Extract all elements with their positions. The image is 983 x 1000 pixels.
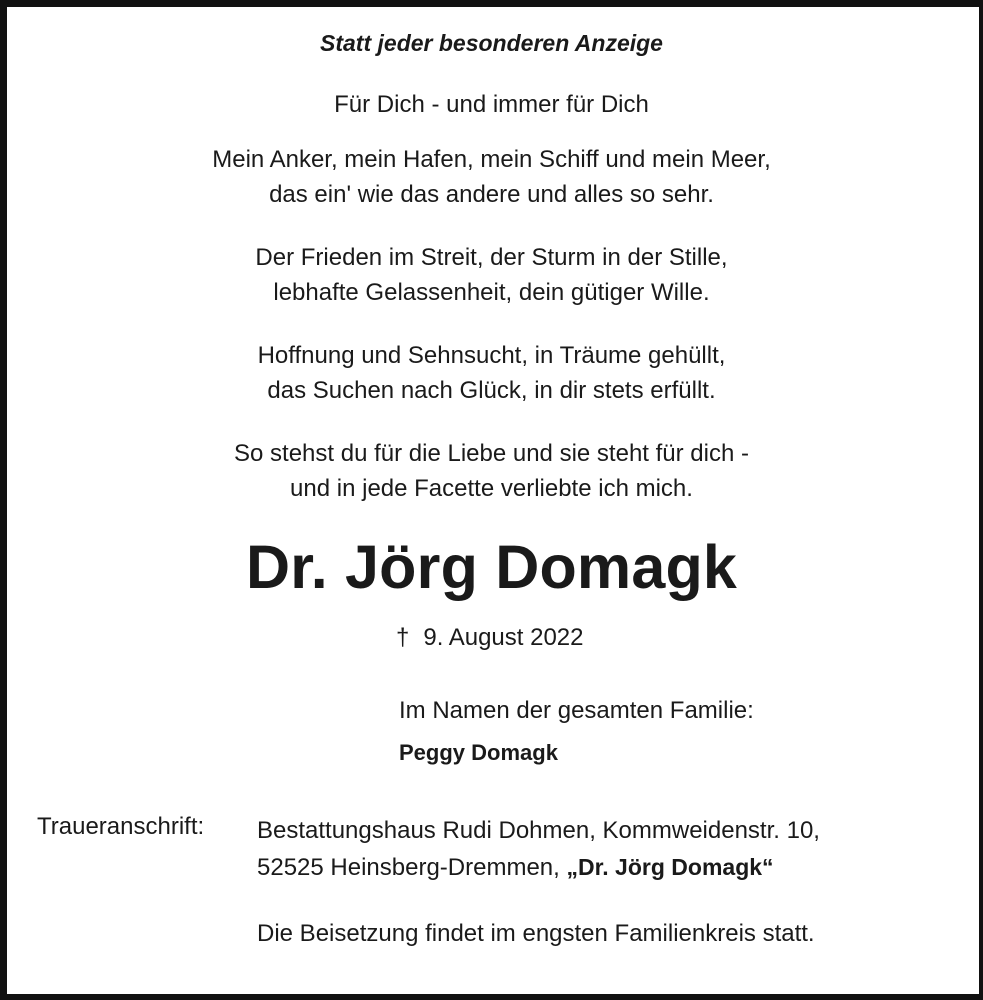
poem-stanza-1 (0, 142, 983, 212)
poem-stanza-3 (0, 338, 983, 408)
poem-stanza-4 (0, 436, 983, 506)
poem-line: das Suchen nach Glück, in dir stets erfüllt. (267, 377, 716, 404)
address-line-1: Bestattungshaus Rudi Dohmen, Kommweidenstr. 10, (257, 817, 820, 844)
poem-line: und in jede Facette verliebte ich mich. (290, 475, 693, 502)
address-recipient: „Dr. Jörg Domagk“ (566, 854, 774, 880)
poem-line: das ein' wie das andere und alles so sehr. (269, 181, 714, 208)
family-label: Im Namen der gesamten Familie: (399, 697, 754, 724)
poem-line: Hoffnung und Sehnsucht, in Träume gehüllt, (257, 342, 726, 369)
poem-line: So stehst du für die Liebe und sie steht für dich - (234, 440, 749, 467)
death-date: 9. August 2022 (423, 624, 584, 651)
deceased-name: Dr. Jörg Domagk (245, 533, 738, 601)
notice-headline: Statt jeder besonderen Anzeige (320, 30, 663, 56)
poem-line: Mein Anker, mein Hafen, mein Schiff und mein Meer, (212, 146, 771, 173)
poem-line: lebhafte Gelassenheit, dein gütiger Wille. (273, 279, 710, 306)
address-city: 52525 Heinsberg-Dremmen, (257, 854, 567, 881)
burial-note: Die Beisetzung findet im engsten Familienkreis statt. (257, 920, 815, 947)
death-date-line (396, 622, 584, 654)
address-block (257, 812, 820, 886)
poem-line: Der Frieden im Streit, der Sturm in der Stille, (255, 244, 728, 271)
address-line-2 (257, 849, 820, 886)
cross-icon: † (396, 624, 410, 651)
motto: Für Dich - und immer für Dich (334, 91, 649, 118)
poem-stanza-2 (0, 240, 983, 310)
address-label: Traueranschrift: (37, 813, 205, 840)
family-name: Peggy Domagk (399, 740, 558, 765)
